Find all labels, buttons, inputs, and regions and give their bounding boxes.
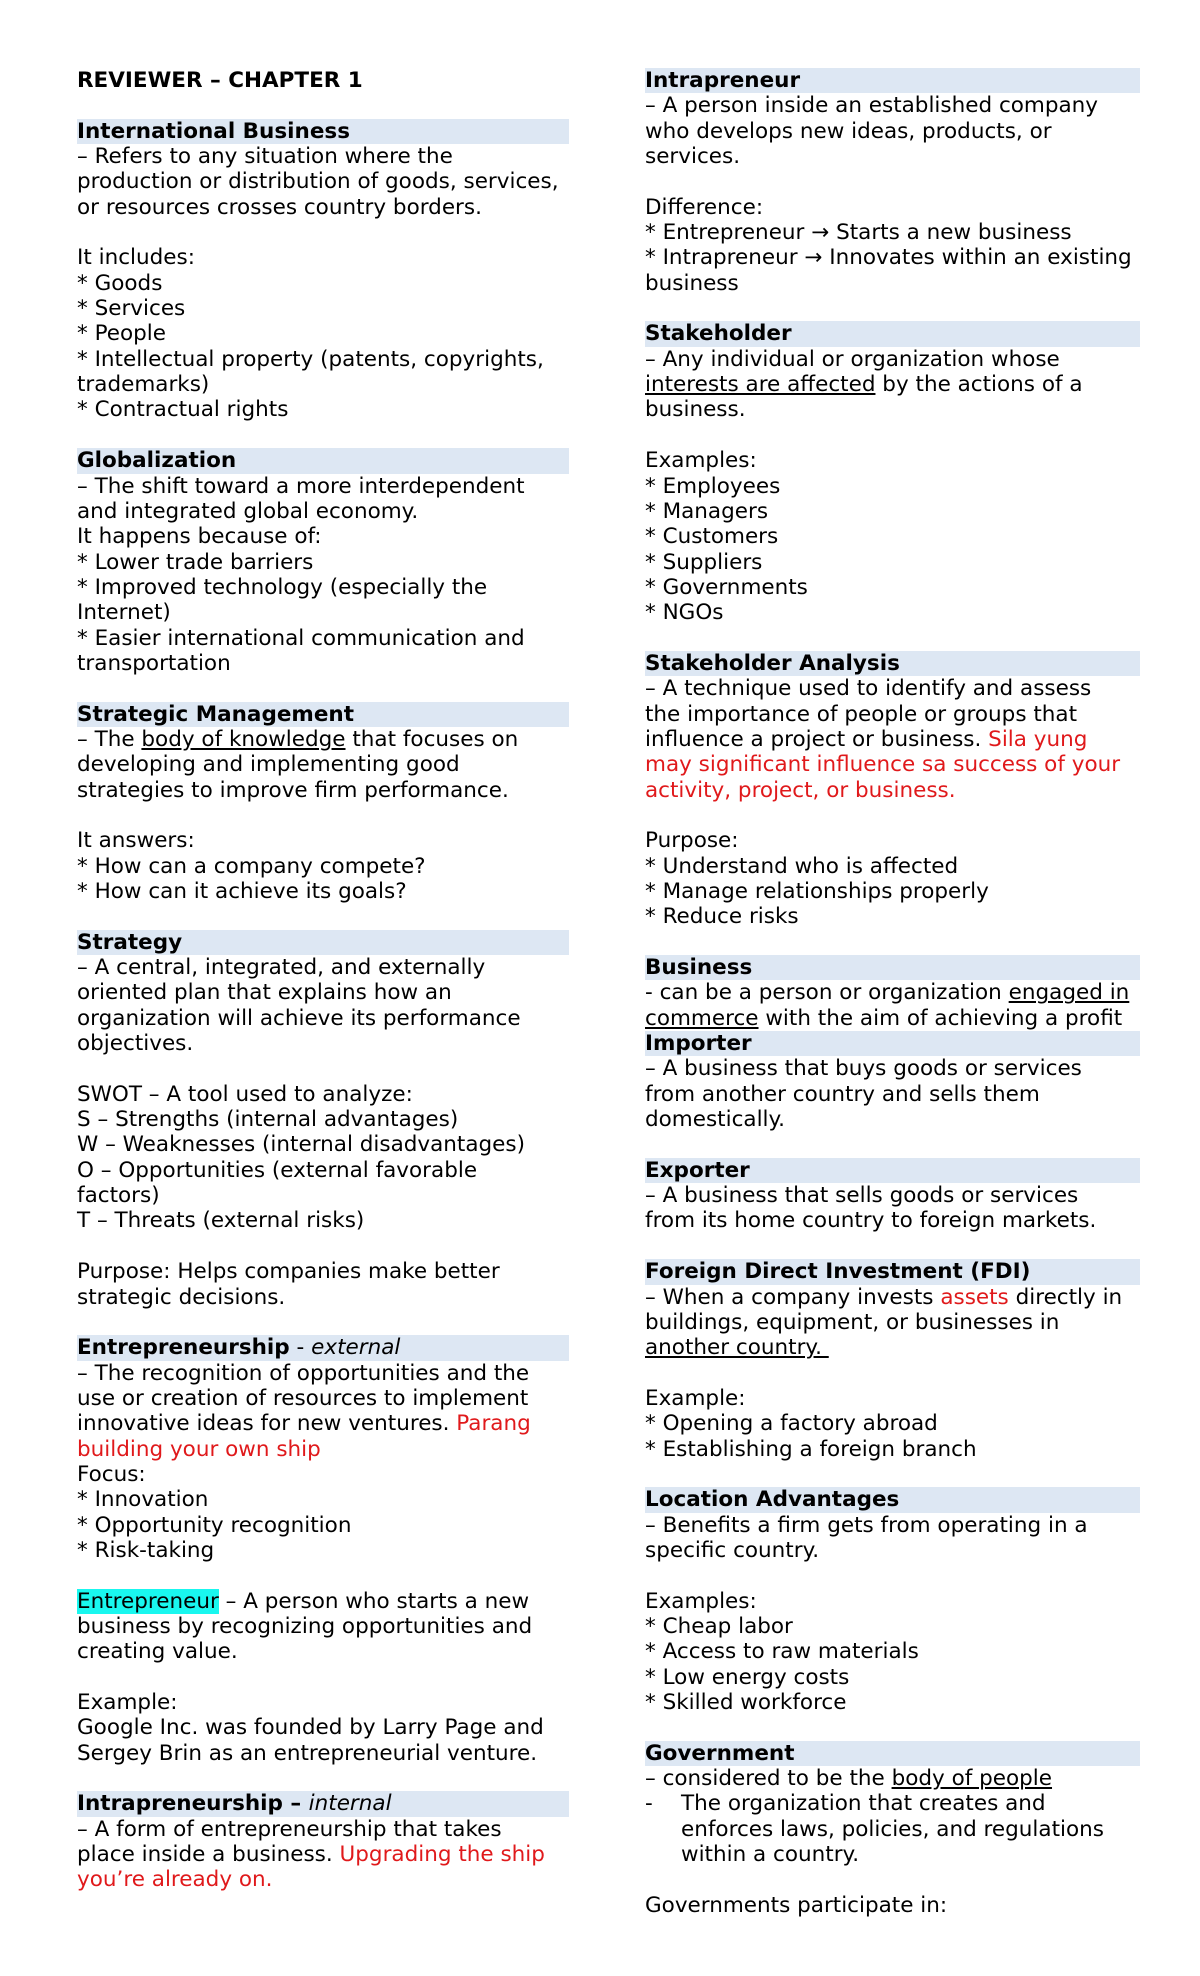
definition-line: services.: [645, 144, 741, 170]
list-item: * Improved technology (especially the: [77, 574, 488, 600]
definition-line: – Benefits a firm gets from operating in a: [645, 1512, 1088, 1538]
list-item: * Establishing a foreign branch: [645, 1436, 977, 1462]
definition-text: that focuses on: [345, 726, 519, 752]
underlined-term: body of people: [891, 1766, 1053, 1792]
focus-label: Focus:: [77, 1461, 146, 1487]
heading-location-advantages: Location Advantages: [645, 1487, 1140, 1512]
list-item-line: enforces laws, policies, and regulations: [681, 1816, 1104, 1842]
heading-separator: -: [289, 1335, 312, 1361]
list-item: * Employees: [645, 473, 781, 499]
heading-strategic-management: Strategic Management: [77, 702, 569, 727]
definition-text: by the actions of a: [875, 372, 1083, 398]
definition-line: from its home country to foreign markets.: [645, 1208, 1097, 1234]
annotation-note: Upgrading the ship: [339, 1842, 545, 1868]
list-item: business: [645, 270, 739, 296]
definition-line: [645, 372, 1140, 397]
heading-entrepreneurship: [77, 1335, 569, 1360]
dash-bullet: -: [645, 1791, 653, 1817]
left-column: [77, 68, 569, 1893]
underlined-term: commerce: [645, 1005, 759, 1031]
highlighted-term: Entrepreneur: [77, 1588, 219, 1614]
heading-strategy: Strategy: [77, 930, 569, 955]
definition-line: business by recognizing opportunities and: [77, 1613, 533, 1639]
dash-list-item: [645, 1791, 1140, 1867]
purpose-line: strategic decisions.: [77, 1284, 286, 1310]
definition-line: – A form of entrepreneurship that takes: [77, 1816, 502, 1842]
list-item: transportation: [77, 650, 231, 676]
annotation-note: building your own ship: [77, 1436, 321, 1462]
swot-label: SWOT – A tool used to analyze:: [77, 1081, 413, 1107]
swot-item: S – Strengths (internal advantages): [77, 1107, 459, 1133]
definition-line: buildings, equipment, or businesses in: [645, 1309, 1060, 1335]
definition-line: – A business that sells goods or services: [645, 1183, 1079, 1209]
definition-line: specific country.: [645, 1537, 820, 1563]
definition-line: the importance of people or groups that: [645, 701, 1078, 727]
definition-line: – Any individual or organization whose: [645, 346, 1060, 372]
definition-line: [645, 1766, 1140, 1791]
heading-fdi: Foreign Direct Investment (FDI): [645, 1259, 1140, 1284]
annotation-note: may significant influence sa success of your: [645, 752, 1121, 778]
list-item: * Risk-taking: [77, 1537, 215, 1563]
definition-line: [77, 1842, 569, 1867]
definition-text: innovative ideas for new ventures.: [77, 1411, 457, 1437]
definition-line: [645, 1006, 1140, 1031]
because-label: It happens because of:: [77, 524, 322, 550]
definition-line: [77, 1411, 569, 1436]
list-item: * How can it achieve its goals?: [77, 879, 407, 904]
underlined-term: engaged in: [1008, 980, 1130, 1006]
list-item: * Intellectual property (patents, copyrights,: [77, 346, 544, 372]
definition-line: organization will achieve its performance: [77, 1005, 521, 1031]
heading-globalization: Globalization: [77, 448, 569, 473]
list-item: * Skilled workforce: [645, 1690, 847, 1715]
heading-international-business: International Business: [77, 119, 569, 144]
definition-text: – considered to be the: [645, 1766, 892, 1792]
definition-line: – The shift toward a more interdependent: [77, 473, 525, 499]
definition-line: or resources crosses country borders.: [77, 194, 482, 220]
definition-text: directly in: [1008, 1284, 1123, 1310]
list-item: * Customers: [645, 524, 779, 550]
heading-importer: Importer: [645, 1031, 1140, 1056]
heading-business: Business: [645, 955, 1140, 980]
underlined-term: another country.: [645, 1335, 829, 1361]
heading-text: Entrepreneurship: [77, 1335, 290, 1361]
list-item: * Opportunity recognition: [77, 1512, 352, 1538]
definition-line: [645, 980, 1140, 1005]
annotation-note: assets: [940, 1284, 1009, 1310]
includes-label: It includes:: [77, 245, 195, 271]
right-column: [645, 68, 1140, 1918]
definition-text: influence a project or business.: [645, 726, 989, 752]
underlined-term: interests are affected: [645, 372, 876, 398]
participate-label: Governments participate in:: [645, 1892, 948, 1918]
list-item: trademarks): [77, 372, 210, 398]
definition-line: – A technique used to identify and assess: [645, 676, 1092, 702]
list-item: * Opening a factory abroad: [645, 1411, 938, 1437]
heading-intrapreneurship: [77, 1791, 569, 1816]
heading-intrapreneur: Intrapreneur: [645, 68, 1140, 93]
definition-line: – A business that buys goods or services: [645, 1056, 1082, 1082]
definition-line: use or creation of resources to implement: [77, 1385, 529, 1411]
definition-line: creating value.: [77, 1639, 238, 1665]
list-item: * Low energy costs: [645, 1664, 850, 1690]
list-item: * Lower trade barriers: [77, 549, 314, 575]
examples-label: Examples:: [645, 1588, 757, 1614]
example-label: Example:: [645, 1385, 746, 1411]
definition-line: and integrated global economy.: [77, 498, 419, 524]
example-line: Sergey Brin as an entrepreneurial venture.: [77, 1740, 538, 1766]
annotation-note: activity, project, or business.: [645, 777, 956, 803]
definition-line: strategies to improve firm performance.: [77, 777, 509, 803]
definition-line: who develops new ideas, products, or: [645, 118, 1052, 144]
definition-line: – A central, integrated, and externally: [77, 955, 486, 981]
definition-text: – The: [77, 726, 142, 752]
heading-stakeholder: Stakeholder: [645, 321, 1140, 346]
heading-stakeholder-analysis: Stakeholder Analysis: [645, 651, 1140, 676]
definition-text: – When a company invests: [645, 1284, 941, 1310]
example-label: Example:: [77, 1690, 178, 1715]
definition-line: – Refers to any situation where the: [77, 144, 453, 170]
list-item: * NGOs: [645, 600, 724, 626]
definition-line: oriented plan that explains how an: [77, 980, 452, 1006]
underlined-term: body of knowledge: [141, 726, 346, 752]
difference-label: Difference:: [645, 194, 764, 220]
document-title: REVIEWER – CHAPTER 1: [77, 68, 363, 93]
list-item: * Easier international communication and: [77, 625, 525, 651]
swot-item: O – Opportunities (external favorable: [77, 1157, 478, 1183]
definition-line: [77, 727, 569, 752]
list-item: * Access to raw materials: [645, 1639, 919, 1665]
purpose-line: Purpose: Helps companies make better: [77, 1259, 500, 1285]
definition-line: [645, 1335, 1140, 1360]
heading-text: Intrapreneurship –: [77, 1791, 302, 1817]
list-item: * Understand who is affected: [645, 853, 959, 879]
list-item: * How can a company compete?: [77, 853, 426, 879]
swot-item: factors): [77, 1183, 160, 1209]
definition-line: domestically.: [645, 1107, 786, 1133]
list-item: * Reduce risks: [645, 904, 799, 930]
entrepreneur-definition: [77, 1589, 569, 1614]
list-item: * Intrapreneur → Innovates within an existing: [645, 245, 1132, 271]
answers-label: It answers:: [77, 828, 195, 854]
definition-line: – A person inside an established company: [645, 93, 1099, 119]
list-item: * Manage relationships properly: [645, 879, 989, 904]
heading-exporter: Exporter: [645, 1158, 1140, 1183]
list-item: * Governments: [645, 574, 808, 600]
list-item: * Innovation: [77, 1487, 209, 1513]
list-item: * Cheap labor: [645, 1613, 793, 1639]
definition-text: place inside a business.: [77, 1842, 340, 1868]
heading-tag: internal: [308, 1791, 392, 1817]
examples-label: Examples:: [645, 448, 757, 474]
annotation-note: Parang: [456, 1411, 531, 1437]
example-line: Google Inc. was founded by Larry Page and: [77, 1715, 544, 1741]
purpose-label: Purpose:: [645, 828, 739, 854]
definition-line: business.: [645, 397, 746, 423]
heading-government: Government: [645, 1741, 1140, 1766]
definition-line: production or distribution of goods, services,: [77, 169, 559, 195]
list-item: * Suppliers: [645, 549, 763, 575]
list-item-line: The organization that creates and: [681, 1791, 1046, 1817]
swot-item: W – Weaknesses (internal disadvantages): [77, 1132, 526, 1158]
definition-line: [645, 1285, 1140, 1310]
annotation-note: Sila yung: [988, 726, 1088, 752]
definition-text: – A person who starts a new: [218, 1588, 530, 1614]
heading-tag: external: [311, 1335, 401, 1361]
definition-text: - can be a person or organization: [645, 980, 1009, 1006]
list-item-line: within a country.: [681, 1842, 860, 1868]
definition-line: objectives.: [77, 1031, 194, 1057]
list-item: * Managers: [645, 498, 769, 524]
list-item: * Services: [77, 296, 186, 322]
annotation-note: you’re already on.: [77, 1867, 273, 1893]
swot-item: T – Threats (external risks): [77, 1208, 365, 1234]
definition-text: with the aim of achieving a profit: [758, 1005, 1123, 1031]
list-item: * People: [77, 321, 167, 347]
definition-line: – The recognition of opportunities and the: [77, 1360, 530, 1386]
list-item: * Entrepreneur → Starts a new business: [645, 220, 1072, 246]
definition-line: from another country and sells them: [645, 1081, 1040, 1107]
list-item: Internet): [77, 600, 171, 626]
definition-line: developing and implementing good: [77, 752, 460, 778]
list-item: * Contractual rights: [77, 397, 289, 423]
list-item: * Goods: [77, 270, 163, 296]
definition-line: [645, 727, 1140, 752]
